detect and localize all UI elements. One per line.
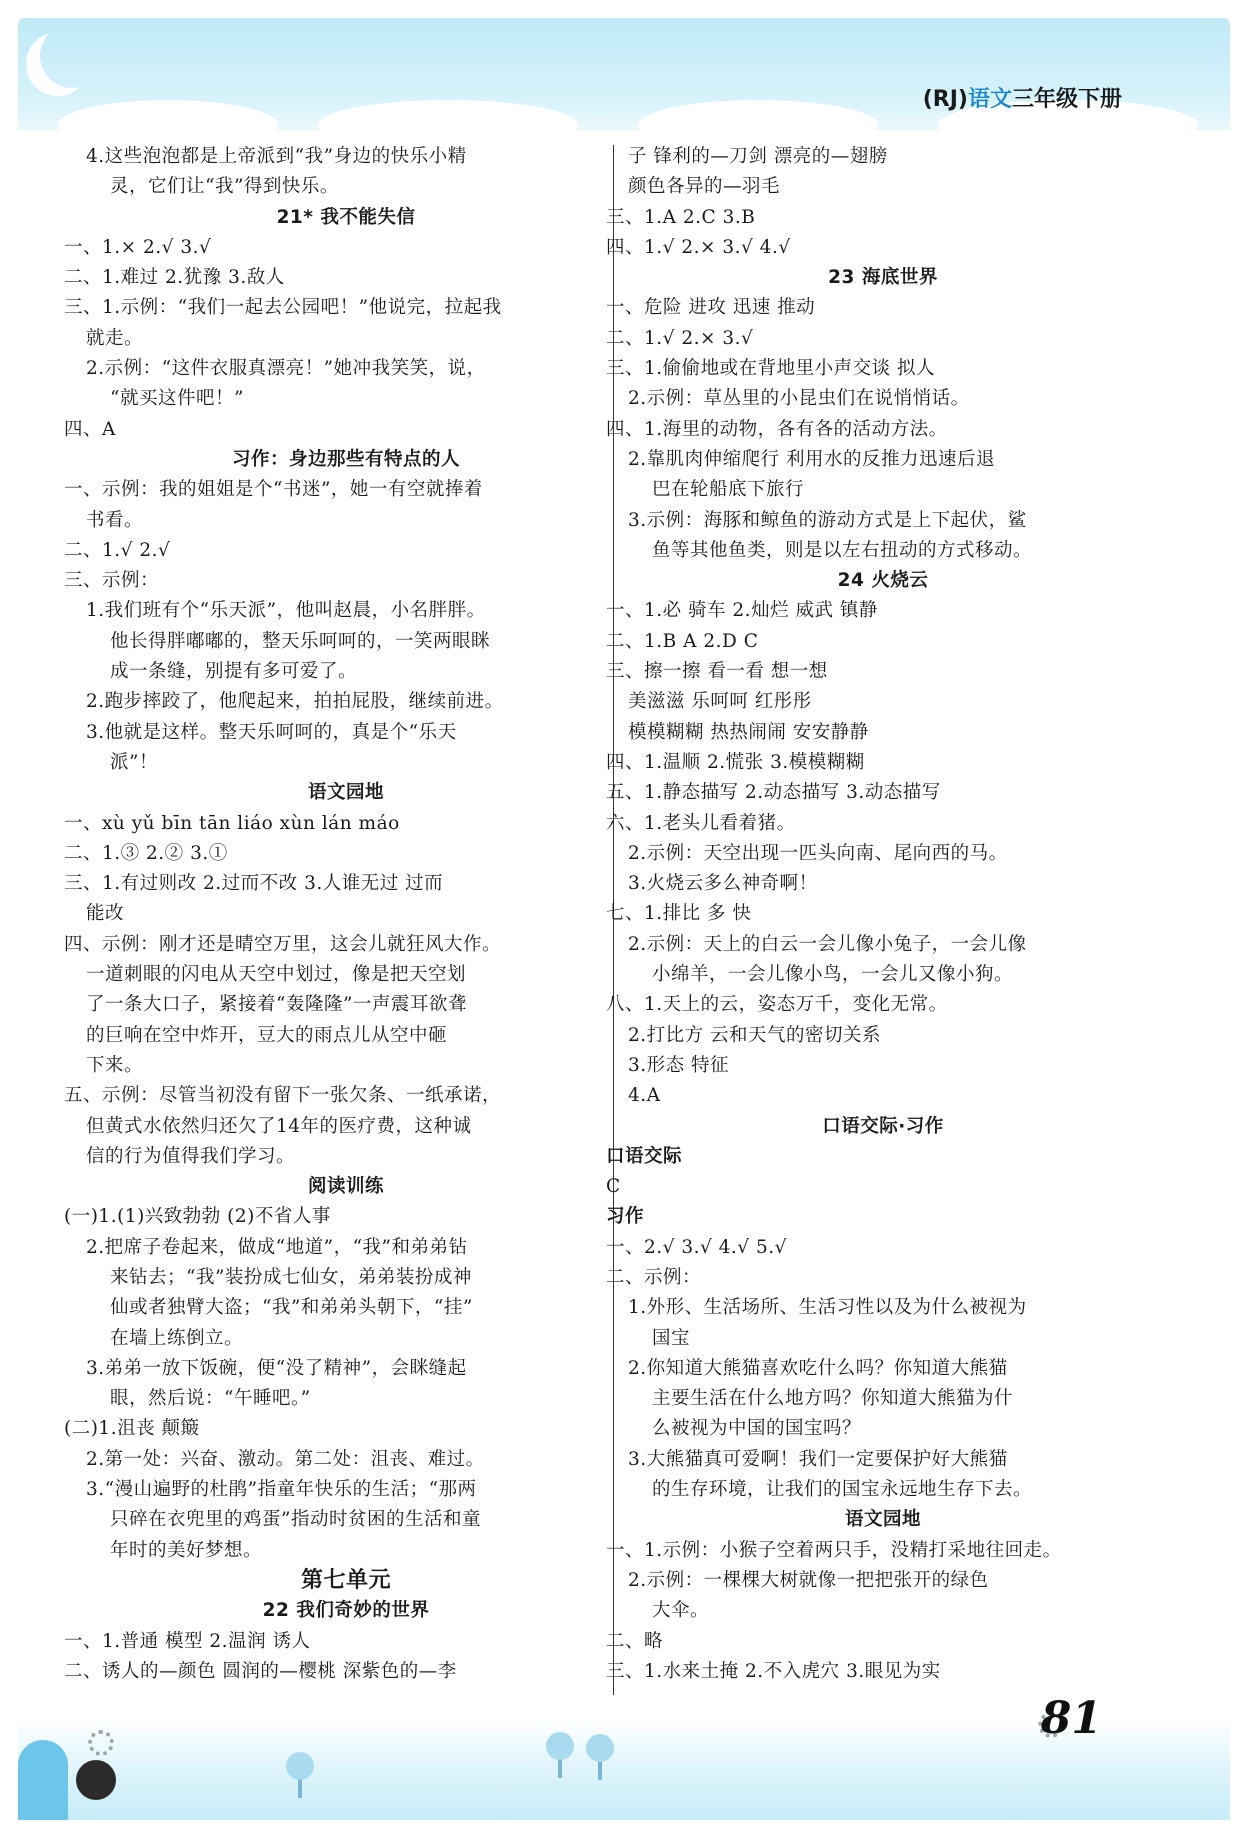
answer-line: 五、示例：尽管当初没有留下一张欠条、一纸承诺， — [64, 1085, 502, 1107]
answer-line: 四、1.海里的动物，各有各的活动方法。 — [606, 418, 948, 440]
answer-line: 模模糊糊 热热闹闹 安安静静 — [628, 721, 869, 743]
answer-line: 大伞。 — [652, 1600, 710, 1622]
answer-line: 巴在轮船底下旅行 — [652, 479, 805, 501]
answer-line: 1.我们班有个“乐天派”，他叫赵晨，小名胖胖。 — [86, 600, 486, 622]
answer-line: 就走。 — [86, 327, 144, 349]
section-heading: 习作：身边那些有特点的人 — [231, 448, 460, 470]
section-heading: 口语交际·习作 — [822, 1115, 944, 1137]
answer-line: 2.示例：天空出现一匹头向南、尾向西的马。 — [628, 842, 1008, 864]
tree-icon — [558, 1750, 562, 1778]
answer-line: 主要生活在什么地方吗？你知道大熊猫为什 — [652, 1388, 1014, 1410]
answer-line: 二、诱人的—颜色 圆润的—樱桃 深紫色的—李 — [64, 1660, 457, 1682]
page-number: 81 — [1040, 1693, 1102, 1744]
section-heading: 阅读训练 — [307, 1176, 384, 1198]
answer-line: “就买这件吧！” — [110, 388, 244, 410]
answer-line: 三、1.A 2.C 3.B — [606, 206, 756, 228]
answer-line: (一)1.(1)兴致勃勃 (2)不省人事 — [64, 1206, 331, 1228]
answer-line: 一、1.普通 模型 2.温润 诱人 — [64, 1630, 311, 1652]
answer-line: 三、1.水来土掩 2.不入虎穴 3.眼见为实 — [606, 1660, 941, 1682]
answer-line: 鱼等其他鱼类，则是以左右扭动的方式移动。 — [652, 539, 1033, 561]
answer-line: 六、1.老头儿看着猪。 — [606, 812, 796, 834]
answer-line: 二、1.难过 2.犹豫 3.敌人 — [64, 267, 285, 289]
answer-line: 他长得胖嘟嘟的，整天乐呵呵的，一笑两眼眯 — [110, 630, 491, 652]
unit-heading: 第七单元 — [300, 1567, 391, 1593]
answer-line: C — [606, 1176, 621, 1198]
answer-line: 三、1.有过则改 2.过而不改 3.人谁无过 过而 — [64, 873, 444, 895]
answer-line: 派”！ — [110, 751, 158, 773]
answer-line: 但黄式水依然归还欠了14年的医疗费，这种诚 — [86, 1115, 472, 1137]
subsection-heading: 口语交际 — [606, 1145, 683, 1167]
answer-line: 二、示例： — [606, 1266, 702, 1288]
answer-line: 下来。 — [86, 1054, 144, 1076]
answer-line: 小绵羊，一会儿像小鸟，一会儿又像小狗。 — [652, 964, 1014, 986]
answer-line: 七、1.排比 多 快 — [606, 903, 752, 925]
answer-line: 五、1.静态描写 2.动态描写 3.动态描写 — [606, 782, 941, 804]
section-heading: 22 我们奇妙的世界 — [262, 1600, 430, 1622]
right-answer-column — [606, 142, 1138, 1687]
answer-line: 子 锋利的—刀剑 漂亮的—翅膀 — [628, 146, 888, 167]
answer-line: 2.第一处：兴奋、激动。第二处：沮丧、难过。 — [86, 1448, 485, 1470]
answer-line: 2.示例：一棵棵大树就像一把把张开的绿色 — [628, 1569, 989, 1591]
answer-line: 4.A — [628, 1085, 661, 1107]
answer-line: 二、略 — [606, 1630, 664, 1652]
page-header-banner — [18, 18, 1230, 130]
answer-line: 的巨响在空中炸开，豆大的雨点儿从空中砸 — [86, 1024, 448, 1046]
answer-line: 一道刺眼的闪电从天空中划过，像是把天空划 — [86, 964, 467, 986]
answer-line: 四、A — [64, 418, 116, 440]
section-heading: 21* 我不能失信 — [276, 206, 416, 228]
answer-line: 颜色各异的—羽毛 — [628, 176, 781, 198]
answer-line: 了一条大口子，紧接着“轰隆隆”一声震耳欲聋 — [86, 994, 467, 1016]
subject-label: 语文 — [967, 87, 1012, 112]
answer-line: 2.把席子卷起来，做成“地道”，“我”和弟弟钻 — [86, 1236, 468, 1258]
answer-line: 2.示例：天上的白云一会儿像小兔子，一会儿像 — [628, 933, 1027, 955]
answer-line: 2.打比方 云和天气的密切关系 — [628, 1024, 882, 1046]
moon-icon — [40, 24, 104, 88]
answer-line: 灵，它们让“我”得到快乐。 — [110, 176, 339, 198]
answer-line: 一、1.× 2.√ 3.√ — [64, 236, 212, 258]
answer-line: 3.大熊猫真可爱啊！我们一定要保护好大熊猫 — [628, 1448, 1008, 1470]
answer-line: 只碎在衣兜里的鸡蛋”指动时贫困的生活和童 — [110, 1509, 481, 1531]
section-heading: 23 海底世界 — [828, 267, 938, 289]
answer-line: 三、示例： — [64, 570, 160, 592]
subsection-heading: 习作 — [606, 1206, 645, 1228]
gear-icon — [88, 1730, 114, 1756]
answer-line: 2.跑步摔跤了，他爬起来，拍拍屁股，继续前进。 — [86, 691, 504, 713]
left-answer-column — [64, 142, 606, 1687]
answer-line: 三、擦一擦 看一看 想一想 — [606, 661, 828, 683]
answer-line: 一、示例：我的姐姐是个“书迷”，她一有空就捧着 — [64, 479, 483, 501]
answer-line: 仙或者独臂大盗；“我”和弟弟头朝下，“挂” — [110, 1297, 473, 1319]
answer-line: 一、1.必 骑车 2.灿烂 威武 镇静 — [606, 600, 878, 622]
answer-line: 国宝 — [652, 1327, 691, 1349]
answer-line: 年时的美好梦想。 — [110, 1539, 263, 1561]
answer-line: 二、1.√ 2.√ — [64, 539, 171, 561]
answer-line: 四、1.√ 2.× 3.√ 4.√ — [606, 236, 791, 258]
section-heading: 语文园地 — [307, 782, 384, 804]
answer-line: 么被视为中国的国宝吗？ — [652, 1418, 862, 1440]
answer-line: 一、危险 进攻 迅速 推动 — [606, 297, 816, 319]
answer-line: 1.外形、生活场所、生活习性以及为什么被视为 — [628, 1297, 1027, 1319]
answer-line: 4.这些泡泡都是上帝派到“我”身边的快乐小精 — [86, 146, 467, 167]
answer-line: 成一条缝，别提有多可爱了。 — [110, 661, 358, 683]
answer-line: 二、1.√ 2.× 3.√ — [606, 327, 754, 349]
answer-line: 2.你知道大熊猫喜欢吃什么吗？你知道大熊猫 — [628, 1357, 1008, 1379]
grade-label: 三年级下册 — [1011, 87, 1122, 112]
answer-line: 3.形态 特征 — [628, 1054, 730, 1076]
section-heading: 24 火烧云 — [837, 570, 929, 592]
answer-line: 八、1.天上的云，姿态万千，变化无常。 — [606, 994, 948, 1016]
answer-line: 能改 — [86, 903, 125, 925]
cartoon-character-icon — [76, 1760, 116, 1800]
answer-line: 3.弟弟一放下饭碗，便“没了精神”，会眯缝起 — [86, 1357, 467, 1379]
answer-line: 3.他就是这样。整天乐呵呵的，真是个“乐天 — [86, 721, 457, 743]
answer-line: 3.火烧云多么神奇啊！ — [628, 873, 818, 895]
answer-line: 一、2.√ 3.√ 4.√ 5.√ — [606, 1236, 787, 1258]
answer-line: 2.示例：“这件衣服真漂亮！”她冲我笑笑，说， — [86, 358, 486, 380]
answer-line: 3.“漫山遍野的杜鹃”指童年快乐的生活；“那两 — [86, 1479, 477, 1501]
answer-line: 来钻去；“我”装扮成七仙女，弟弟装扮成神 — [110, 1266, 472, 1288]
answer-line: 三、1.示例：“我们一起去公园吧！”他说完，拉起我 — [64, 297, 502, 319]
answer-line: (二)1.沮丧 颠簸 — [64, 1418, 200, 1440]
edition-label: (RJ) — [922, 87, 968, 112]
answer-line: 二、1.B A 2.D C — [606, 630, 759, 652]
tree-icon — [598, 1752, 602, 1780]
answer-line: 眼，然后说：“午睡吧。” — [110, 1388, 311, 1410]
answer-line: 二、1.③ 2.② 3.① — [64, 842, 228, 864]
answer-line: 的生存环境，让我们的国宝永远地生存下去。 — [652, 1479, 1033, 1501]
answer-line: 2.示例：草丛里的小昆虫们在说悄悄话。 — [628, 388, 970, 410]
book-title — [923, 82, 1122, 113]
answer-line: 一、1.示例：小猴子空着两只手，没精打采地往回走。 — [606, 1539, 1062, 1561]
tree-icon — [298, 1770, 302, 1798]
answer-line: 四、示例：刚才还是晴空万里，这会儿就狂风大作。 — [64, 933, 502, 955]
answer-line: 书看。 — [86, 509, 144, 531]
answer-line: 3.示例：海豚和鲸鱼的游动方式是上下起伏，鲨 — [628, 509, 1027, 531]
answer-line: 一、xù yǔ bīn tān liáo xùn lán máo — [64, 812, 400, 834]
footer-left-decoration — [18, 1740, 68, 1820]
answer-line: 四、1.温顺 2.慌张 3.模模糊糊 — [606, 751, 865, 773]
answer-line: 美滋滋 乐呵呵 红彤彤 — [628, 691, 812, 713]
answer-line: 在墙上练倒立。 — [110, 1327, 244, 1349]
section-heading: 语文园地 — [844, 1509, 921, 1531]
answer-line: 2.靠肌肉伸缩爬行 利用水的反推力迅速后退 — [628, 448, 996, 470]
answer-line: 信的行为值得我们学习。 — [86, 1145, 296, 1167]
answer-line: 三、1.偷偷地或在背地里小声交谈 拟人 — [606, 358, 936, 380]
